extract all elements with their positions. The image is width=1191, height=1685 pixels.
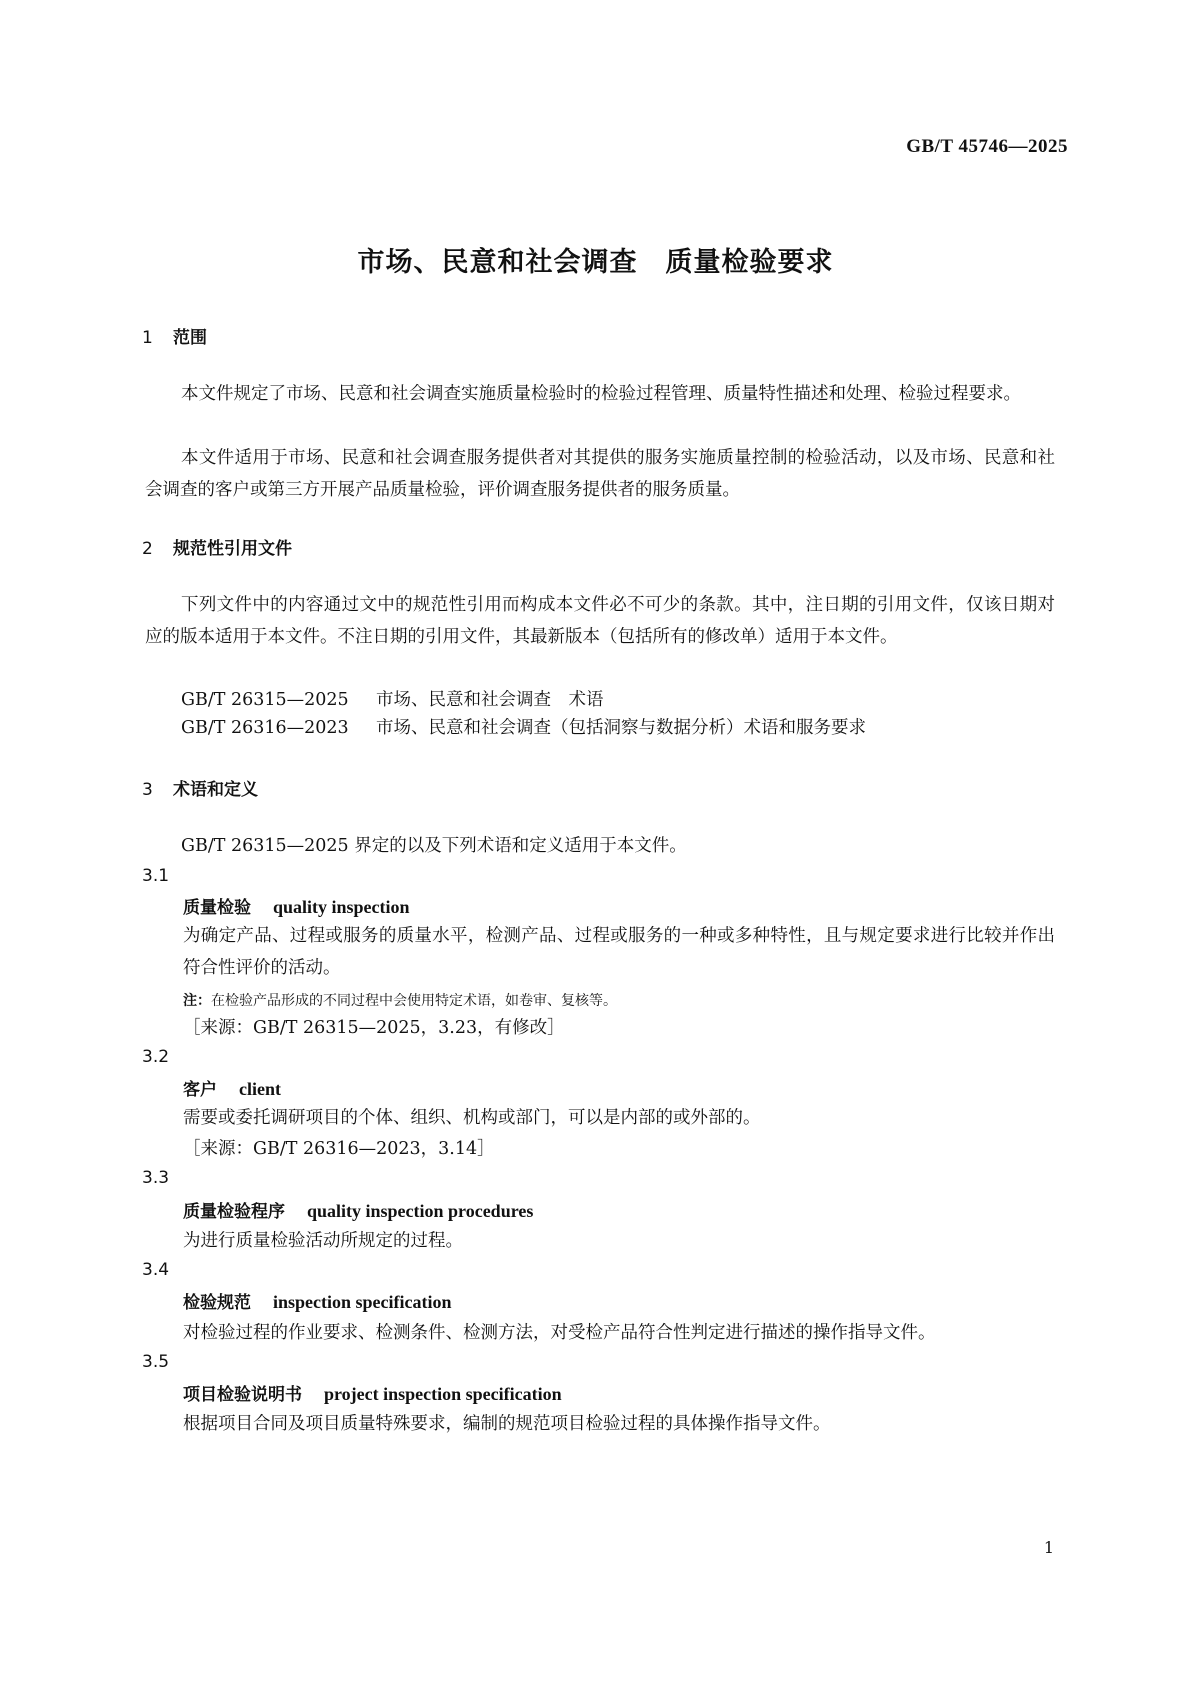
section-title: 术语和定义 — [173, 780, 258, 800]
term-heading — [183, 893, 410, 918]
term-definition: 根据项目合同及项目质量特殊要求，编制的规范项目检验过程的具体操作指导文件。 — [183, 1414, 831, 1434]
term-chinese: 质量检验 — [183, 898, 251, 918]
term-definition: 为确定产品、过程或服务的质量水平，检测产品、过程或服务的一种或多种特性，且与规定要求进行比较并作出符合性评价的活动。 — [183, 926, 1055, 978]
section-number: 1 — [142, 328, 153, 348]
note-label: 注： — [183, 993, 211, 1009]
term-number: 3.3 — [142, 1168, 170, 1188]
reference-code: GB/T 26315—2025 — [181, 690, 349, 710]
term-chinese: 项目检验说明书 — [183, 1385, 302, 1405]
term-chinese: 质量检验程序 — [183, 1202, 285, 1222]
standard-code: GB/T 45746—2025 — [906, 136, 1068, 157]
term-english: project inspection specification — [324, 1384, 562, 1404]
term-heading — [183, 1380, 562, 1405]
reference-item — [181, 712, 866, 744]
section-number: 3 — [142, 780, 153, 800]
term-english: quality inspection procedures — [307, 1201, 534, 1221]
term-definition: 为进行质量检验活动所规定的过程。 — [183, 1231, 463, 1251]
page-number: 1 — [1043, 1538, 1054, 1557]
reference-title: 市场、民意和社会调查 术语 — [376, 690, 604, 710]
note-text: 在检验产品形成的不同过程中会使用特定术语，如卷审、复核等。 — [211, 993, 617, 1009]
term-source: ［来源：GB/T 26315—2025，3.23，有修改］ — [183, 1018, 565, 1038]
section-1-heading — [142, 323, 207, 348]
section-1-paragraph-2: 本文件适用于市场、民意和社会调查服务提供者对其提供的服务实施质量控制的检验活动，以及市场、民意和社会调查的客户或第三方开展产品质量检验，评价调查服务提供者的服务质量。 — [145, 448, 1055, 500]
section-1-paragraph-1: 本文件规定了市场、民意和社会调查实施质量检验时的检验过程管理、质量特性描述和处理、检验过程要求。 — [181, 384, 1021, 404]
term-heading — [183, 1197, 533, 1222]
section-title: 范围 — [173, 328, 207, 348]
section-number: 2 — [142, 539, 153, 559]
section-title: 规范性引用文件 — [173, 539, 292, 559]
term-heading — [183, 1075, 281, 1100]
section-3-intro: GB/T 26315—2025 界定的以及下列术语和定义适用于本文件。 — [181, 836, 687, 856]
term-number: 3.4 — [142, 1260, 170, 1280]
term-definition: 需要或委托调研项目的个体、组织、机构或部门，可以是内部的或外部的。 — [183, 1108, 761, 1128]
reference-title: 市场、民意和社会调查（包括洞察与数据分析）术语和服务要求 — [376, 718, 866, 738]
term-definition: 对检验过程的作业要求、检测条件、检测方法，对受检产品符合性判定进行描述的操作指导文件。 — [183, 1323, 936, 1343]
term-source: ［来源：GB/T 26316—2023，3.14］ — [183, 1139, 495, 1159]
term-note — [183, 990, 617, 1010]
term-chinese: 检验规范 — [183, 1293, 251, 1313]
term-english: inspection specification — [273, 1292, 452, 1312]
term-english: client — [239, 1079, 281, 1099]
term-chinese: 客户 — [183, 1080, 217, 1100]
section-2-heading — [142, 534, 292, 559]
term-english: quality inspection — [273, 897, 410, 917]
section-3-heading — [142, 775, 258, 800]
term-number: 3.5 — [142, 1352, 170, 1372]
reference-code: GB/T 26316—2023 — [181, 718, 349, 738]
section-2-paragraph: 下列文件中的内容通过文中的规范性引用而构成本文件必不可少的条款。其中，注日期的引用文件，仅该日期对应的版本适用于本文件。不注日期的引用文件，其最新版本（包括所有的修改单）适用于本文件。 — [145, 595, 1055, 647]
term-number: 3.1 — [142, 866, 170, 886]
term-number: 3.2 — [142, 1047, 170, 1067]
document-title: 市场、民意和社会调查 质量检验要求 — [357, 247, 834, 278]
term-heading — [183, 1288, 452, 1313]
